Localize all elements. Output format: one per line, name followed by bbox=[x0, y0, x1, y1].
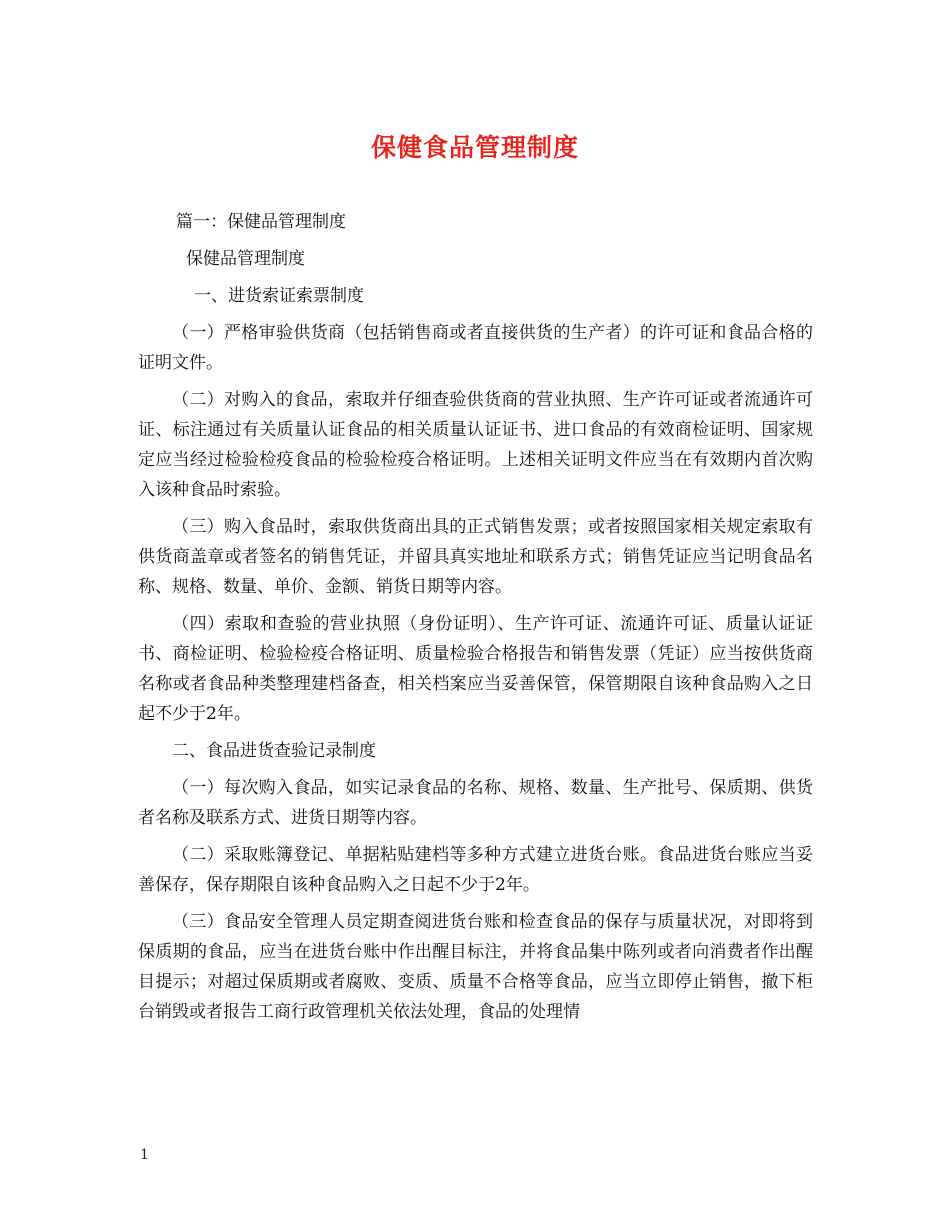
paragraph-subtitle: 保健品管理制度 bbox=[186, 249, 305, 269]
paragraph: （三）购入食品时，索取供货商出具的正式销售发票；或者按照国家相关规定索取有供货商盖章或者签名的销售凭证，并留具真实地址和联系方式；销售凭证应当记明食品名称、规格、数量、单价、金额、销货日期等内容。 bbox=[138, 517, 813, 597]
paragraph-heading-2: 二、食品进货查验记录制度 bbox=[172, 741, 376, 761]
paragraph-section-heading: 篇一：保健品管理制度 bbox=[176, 212, 346, 232]
paragraph: （三）食品安全管理人员定期查阅进货台账和检查食品的保存与质量状况，对即将到保质期的食品，应当在进货台账中作出醒目标注，并将食品集中陈列或者向消费者作出醒目提示；对超过保质期或者腐败、变质、质量不合格等食品，应当立即停止销售，撤下柜台销毁或者报告工商行政管理机关依法处理，食品的处理情 bbox=[138, 912, 813, 1022]
paragraph: （二）采取账簿登记、单据粘贴建档等多种方式建立进货台账。食品进货台账应当妥善保存，保存期限自该种食品购入之日起不少于2年。 bbox=[138, 845, 813, 895]
document-title: 保健食品管理制度 bbox=[370, 133, 579, 162]
paragraph: （四）索取和查验的营业执照（身份证明）、生产许可证、流通许可证、质量认证证书、商检证明、检验检疫合格证明、质量检验合格报告和销售发票（凭证）应当按供货商名称或者食品种类整理建档备查，相关档案应当妥善保管，保管期限自该种食品购入之日起不少于2年。 bbox=[138, 614, 813, 724]
paragraph: （二）对购入的食品，索取并仔细查验供货商的营业执照、生产许可证或者流通许可证、标注通过有关质量认证食品的相关质量认证证书、进口食品的有效商检证明、国家规定应当经过检验检疫食品的检验检疫合格证明。上述相关证明文件应当在有效期内首次购入该种食品时索验。 bbox=[138, 390, 813, 500]
paragraph-heading-1: 一、进货索证索票制度 bbox=[194, 286, 364, 306]
page-number: 1 bbox=[140, 1147, 149, 1163]
paragraph: （一）严格审验供货商（包括销售商或者直接供货的生产者）的许可证和食品合格的证明文件。 bbox=[138, 323, 813, 373]
paragraph: （一）每次购入食品，如实记录食品的名称、规格、数量、生产批号、保质期、供货者名称及联系方式、进货日期等内容。 bbox=[138, 778, 813, 828]
document-body bbox=[138, 207, 813, 1034]
